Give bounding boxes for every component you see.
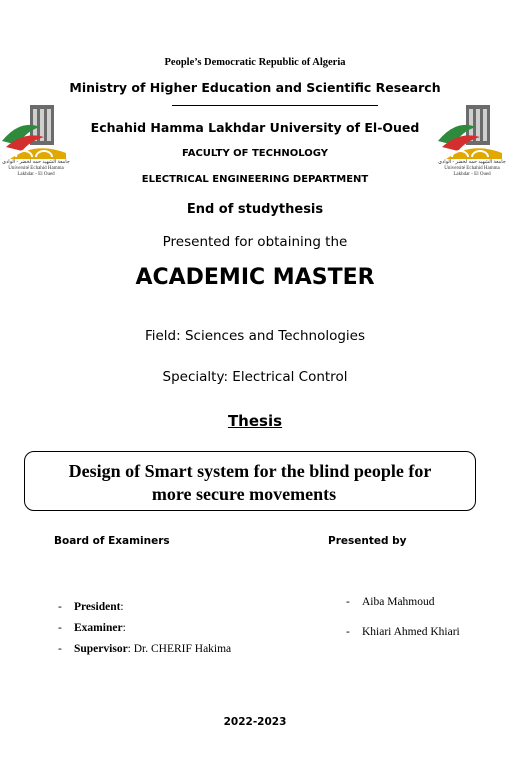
logo-caption-en-left: Université Echahid Hamma Lakhdar - El Oued	[8, 166, 64, 177]
thesis-title-line2: more secure movements	[151, 484, 337, 504]
ministry-line: Ministry of Higher Education and Scientific Research	[69, 80, 441, 95]
degree-title: ACADEMIC MASTER	[135, 265, 375, 290]
header-divider	[172, 105, 378, 106]
board-list	[58, 601, 231, 664]
board-examiner	[58, 622, 231, 643]
student-2: - Khiari Ahmed Khiari	[346, 626, 460, 656]
department-line: ELECTRICAL ENGINEERING DEPARTMENT	[141, 174, 369, 185]
president-value: :	[120, 601, 124, 613]
academic-year: 2022-2023	[223, 716, 287, 728]
logo-caption-ar-left: جامعة الشهيد حمه لخضر - الوادي	[2, 160, 70, 165]
presented-by-heading: Presented by	[328, 535, 407, 547]
republic-line: People’s Democratic Republic of Algeria	[164, 57, 346, 68]
supervisor-label: Supervisor	[74, 643, 128, 655]
thesis-title-line1: Design of Smart system for the blind people for	[68, 461, 432, 481]
study-type: End of studythesis	[186, 202, 324, 217]
student-1: - Aiba Mahmoud	[346, 596, 460, 626]
board-president	[58, 601, 231, 622]
specialty-line: Specialty: Electrical Control	[162, 369, 348, 385]
faculty-line: FACULTY OF TECHNOLOGY	[182, 148, 328, 159]
thesis-label: Thesis	[227, 412, 283, 430]
logo-caption-en-right: Université Echahid Hamma Lakhdar - El Oued	[444, 166, 500, 177]
university-line: Echahid Hamma Lakhdar University of El-Oued	[90, 120, 420, 135]
field-line: Field: Sciences and Technologies	[144, 328, 366, 344]
supervisor-value: : Dr. CHERIF Hakima	[127, 643, 232, 655]
president-label: President	[74, 601, 121, 613]
board-heading: Board of Examiners	[54, 535, 170, 547]
students-list	[346, 596, 460, 656]
examiner-label: Examiner	[74, 622, 123, 634]
board-supervisor	[58, 643, 231, 664]
presented-for: Presented for obtaining the	[162, 234, 348, 250]
examiner-value: :	[122, 622, 126, 634]
logo-caption-ar-right: جامعة الشهيد حمه لخضر - الوادي	[438, 160, 506, 165]
